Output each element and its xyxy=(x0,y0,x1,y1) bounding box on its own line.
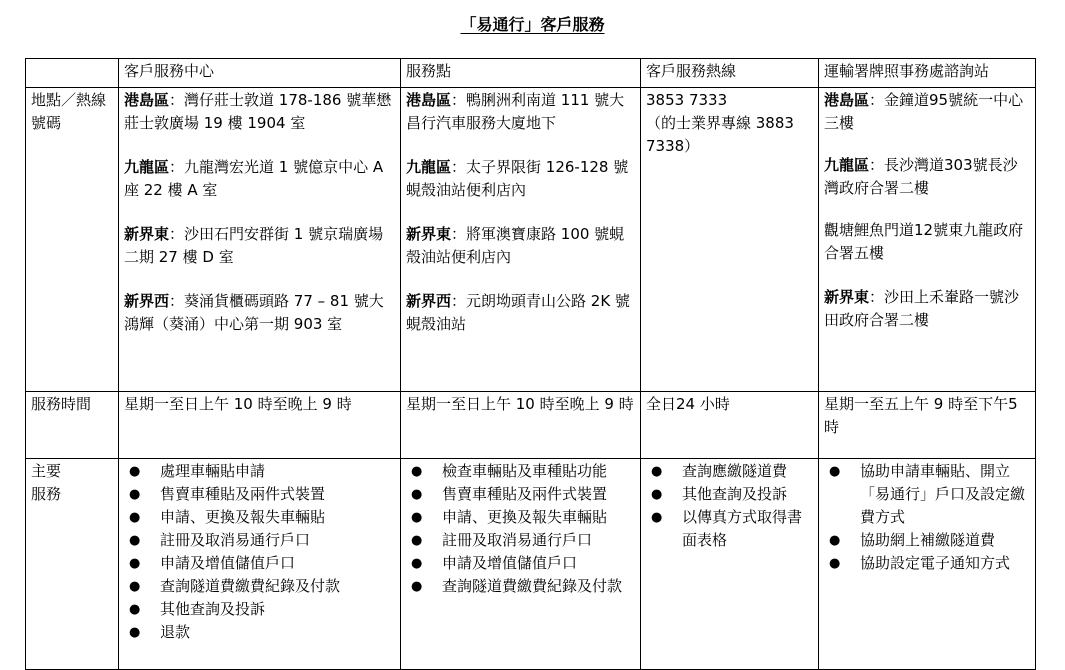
service-item xyxy=(646,483,814,506)
region-label: 港島區 xyxy=(124,91,170,109)
service-item xyxy=(406,552,636,575)
loc-entry xyxy=(124,89,396,135)
region-label: 九龍區 xyxy=(406,158,452,176)
bullet-icon: ● xyxy=(411,556,423,571)
service-item-text: 申請及增值儲值戶口 xyxy=(442,554,578,572)
row-label-location xyxy=(26,88,119,392)
service-item xyxy=(124,552,396,575)
hotline-note: （的士業界專線 3883 7338） xyxy=(646,114,794,155)
bullet-icon: ● xyxy=(651,487,663,502)
header-service-centre: 客戶服務中心 xyxy=(119,59,401,88)
loc-entry xyxy=(124,223,396,269)
services-service-centre xyxy=(119,459,401,670)
service-item-text: 退款 xyxy=(160,623,191,641)
loc-entry xyxy=(406,156,636,202)
address-text: ：九龍灣宏光道 1 號億京中心 A 座 22 樓 A 室 xyxy=(124,158,384,199)
service-item xyxy=(124,506,396,529)
bullet-icon: ● xyxy=(411,579,423,594)
header-hotline: 客戶服務熱線 xyxy=(641,59,819,88)
service-item xyxy=(124,575,396,598)
hours-hotline: 全日24 小時 xyxy=(641,392,819,459)
region-label: 九龍區 xyxy=(824,156,870,174)
services-list xyxy=(406,460,636,598)
service-item-text: 協助設定電子通知方式 xyxy=(860,554,1011,572)
header-td-enquiry: 運輸署牌照事務處諮詢站 xyxy=(819,59,1036,88)
header-cell-blank xyxy=(26,59,119,88)
bullet-icon: ● xyxy=(651,464,663,479)
address-text: ：葵涌貨櫃碼頭路 77 – 81 號大鴻輝（葵涌）中心第一期 903 室 xyxy=(124,292,384,333)
location-hotline xyxy=(641,88,819,392)
service-item-text: 以傳真方式取得書面表格 xyxy=(682,508,803,549)
main-services-label: 主要服務 xyxy=(31,462,62,503)
service-item xyxy=(406,460,636,483)
loc-entry xyxy=(124,290,396,336)
service-item xyxy=(124,621,396,644)
bullet-icon: ● xyxy=(411,464,423,479)
loc-entry xyxy=(824,89,1031,135)
address-text: ：太子界限街 126-128 號蜆殼油站便利店內 xyxy=(406,158,629,199)
service-item xyxy=(124,529,396,552)
service-item-text: 註冊及取消易通行戶口 xyxy=(442,531,593,549)
service-item xyxy=(406,506,636,529)
address-text: 觀塘鯉魚門道12號東九龍政府合署五樓 xyxy=(824,221,1024,262)
services-list xyxy=(824,460,1031,575)
loc-entry xyxy=(824,154,1031,200)
services-service-points xyxy=(401,459,641,670)
hours-service-points: 星期一至日上午 10 時至晚上 9 時 xyxy=(401,392,641,459)
service-item-text: 其他查詢及投訴 xyxy=(160,600,266,618)
bullet-icon: ● xyxy=(651,510,663,525)
region-label: 新界東 xyxy=(124,225,170,243)
service-item-text: 其他查詢及投訴 xyxy=(682,485,788,503)
bullet-icon: ● xyxy=(129,625,141,640)
service-item xyxy=(646,506,814,552)
service-item-text: 檢查車輛貼及車種貼功能 xyxy=(442,462,608,480)
loc-entry xyxy=(406,223,636,269)
service-item xyxy=(406,575,636,598)
service-item-text: 售賣車種貼及兩件式裝置 xyxy=(160,485,326,503)
service-item xyxy=(824,552,1031,575)
service-item-text: 申請、更換及報失車輛貼 xyxy=(160,508,326,526)
service-item xyxy=(406,483,636,506)
services-hotline xyxy=(641,459,819,670)
region-label: 港島區 xyxy=(406,91,452,109)
address-text: ：元朗坳頭青山公路 2K 號蜆殼油站 xyxy=(406,292,630,333)
loc-entry xyxy=(824,286,1031,332)
service-item-text: 售賣車種貼及兩件式裝置 xyxy=(442,485,608,503)
header-service-points: 服務點 xyxy=(401,59,641,88)
address-text: ：將軍澳寶康路 100 號蜆殼油站便利店內 xyxy=(406,225,625,266)
address-text: ：沙田上禾輋路一號沙田政府合署二樓 xyxy=(824,288,1020,329)
loc-entry xyxy=(406,89,636,135)
bullet-icon: ● xyxy=(829,533,841,548)
address-text: ：鴨脷洲利南道 111 號大昌行汽車服務大廈地下 xyxy=(406,91,625,132)
service-item xyxy=(406,529,636,552)
address-text: ：金鐘道95號統一中心三樓 xyxy=(824,91,1024,132)
region-label: 新界東 xyxy=(824,288,870,306)
services-list xyxy=(124,460,396,644)
hotline-number: 3853 7333 xyxy=(646,91,728,109)
region-label: 新界西 xyxy=(406,292,452,310)
location-label: 地點／熱線號碼 xyxy=(31,91,107,132)
service-item xyxy=(824,529,1031,552)
bullet-icon: ● xyxy=(411,487,423,502)
loc-entry xyxy=(406,290,636,336)
region-label: 新界西 xyxy=(124,292,170,310)
loc-entry xyxy=(124,156,396,202)
bullet-icon: ● xyxy=(129,487,141,502)
bullet-icon: ● xyxy=(129,510,141,525)
service-item-text: 申請及增值儲值戶口 xyxy=(160,554,296,572)
region-label: 港島區 xyxy=(824,91,870,109)
service-table xyxy=(25,58,1036,670)
hours-td-enquiry: 星期一至五上午 9 時至下午5 時 xyxy=(819,392,1036,459)
address-text: ：灣仔莊士敦道 178-186 號華懋莊士敦廣場 19 樓 1904 室 xyxy=(124,91,392,132)
region-label: 九龍區 xyxy=(124,158,170,176)
service-item xyxy=(824,460,1031,529)
bullet-icon: ● xyxy=(129,556,141,571)
bullet-icon: ● xyxy=(829,464,841,479)
loc-entry xyxy=(824,219,1031,265)
services-td-enquiry xyxy=(819,459,1036,670)
hours-service-centre: 星期一至日上午 10 時至晚上 9 時 xyxy=(119,392,401,459)
region-label: 新界東 xyxy=(406,225,452,243)
bullet-icon: ● xyxy=(129,602,141,617)
service-item-text: 處理車輛貼申請 xyxy=(160,462,266,480)
address-text: ：長沙灣道303號長沙灣政府合署二樓 xyxy=(824,156,1018,197)
row-label-hours: 服務時間 xyxy=(26,392,119,459)
bullet-icon: ● xyxy=(411,533,423,548)
location-row xyxy=(26,88,1036,392)
location-service-centre xyxy=(119,88,401,392)
services-list xyxy=(646,460,814,552)
service-item-text: 協助網上補繳隧道費 xyxy=(860,531,996,549)
bullet-icon: ● xyxy=(129,579,141,594)
service-item xyxy=(124,483,396,506)
service-item xyxy=(646,460,814,483)
service-item-text: 申請、更換及報失車輛貼 xyxy=(442,508,608,526)
bullet-icon: ● xyxy=(129,533,141,548)
service-item-text: 協助申請車輛貼、開立「易通行」戶口及設定繳費方式 xyxy=(860,462,1026,526)
service-item-text: 查詢隧道費繳費紀錄及付款 xyxy=(160,577,341,595)
header-row xyxy=(26,59,1036,88)
service-item-text: 查詢隧道費繳費紀錄及付款 xyxy=(442,577,623,595)
main-services-row xyxy=(26,459,1036,670)
location-service-points xyxy=(401,88,641,392)
location-td-enquiry xyxy=(819,88,1036,392)
page-title: 「易通行」客戶服務 xyxy=(460,15,605,34)
service-item xyxy=(124,460,396,483)
address-text: ：沙田石門安群街 1 號京瑞廣場二期 27 樓 D 室 xyxy=(124,225,384,266)
bullet-icon: ● xyxy=(411,510,423,525)
service-item xyxy=(124,598,396,621)
service-item-text: 查詢應繳隧道費 xyxy=(682,462,788,480)
hours-row xyxy=(26,392,1036,459)
service-item-text: 註冊及取消易通行戶口 xyxy=(160,531,311,549)
bullet-icon: ● xyxy=(829,556,841,571)
bullet-icon: ● xyxy=(129,464,141,479)
row-label-main-services xyxy=(26,459,119,670)
